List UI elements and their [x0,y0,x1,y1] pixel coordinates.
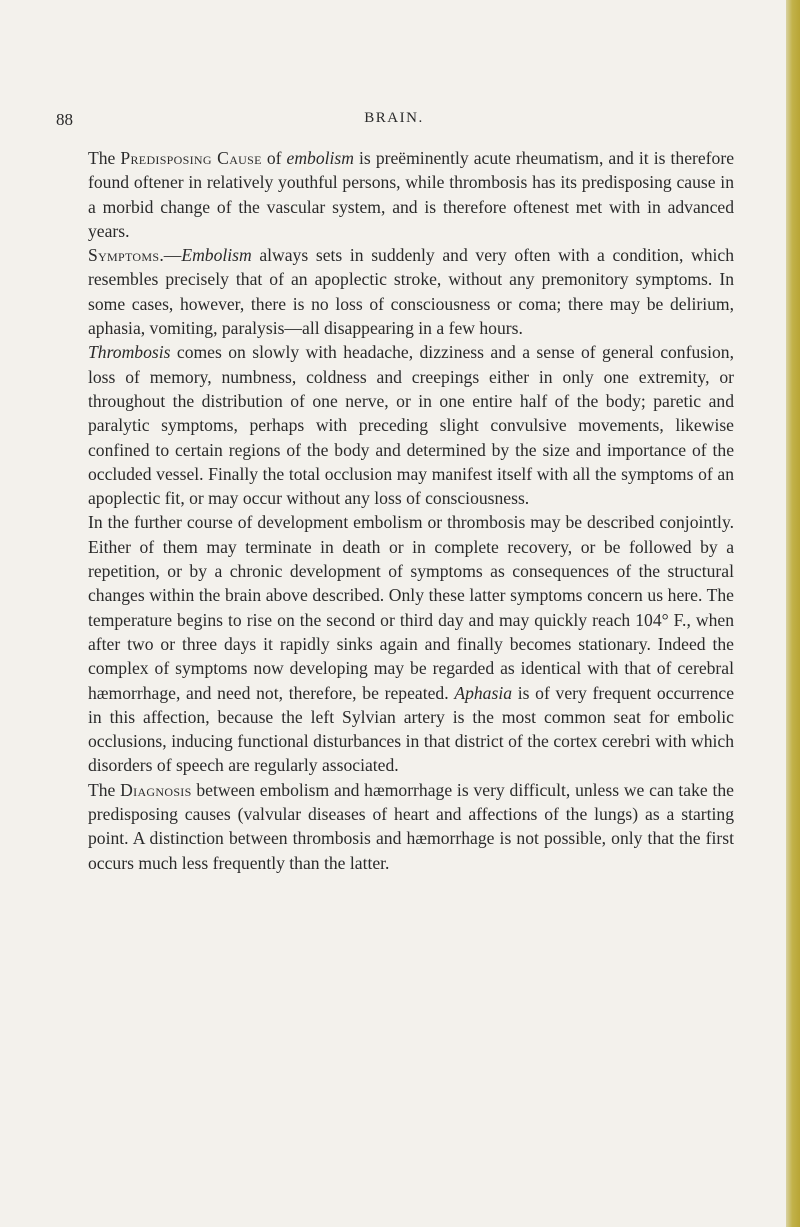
page-number: 88 [56,110,73,129]
page-header [56,110,732,134]
section-heading: Diagnosis [120,779,192,800]
paragraph-symptoms: Symptoms.—Embolism always sets in suddenly and very often with a condition, which resembles precisely that of an apoplectic stroke, without any premonitory symptoms. In some cases, however, there is no loss of consciousness or coma; there may be delirium, aphasia, vomiting, paralysis—all disappearing in a few hours. [88,245,734,339]
section-heading: Predisposing Cause [120,148,262,168]
section-heading: Symptoms [88,245,160,266]
page-edge [786,0,800,1227]
running-head: BRAIN. [364,110,424,126]
paragraph-further-course: In the further course of development embolism or thrombosis may be described conjointly. Either of them may terminate in death or in complete recovery, or be followed by a repetition, or by a chronic development of symptoms as consequences of the structural changes within the brain above described. Only these latter symptoms concern us here. The temperature begins to rise on the second or third day and may quickly reach 104° F., when after two or three days it rapidly sinks again and finally becomes stationary. Indeed the complex of symptoms now developing may be regarded as identical with that of cerebral hæmorrhage, and need not, therefore, be repeated. Aphasia is of very frequent occurrence in this affection, because the left Sylvian artery is the most common seat for embolic occlusions, inducing functional disturbances in that district of the cortex cerebri with which disorders of speech are regularly associated. [88,512,735,776]
paragraph-diagnosis: The Diagnosis between embolism and hæmorrhage is very difficult, unless we can take the predisposing causes (valvular diseases of heart and affections of the lungs) as a starting point. A distinction between thrombosis and hæmorrhage is not possible, only that the first occurs much less frequently than the latter. [88,779,734,873]
body-text [88,146,734,875]
paragraph-thrombosis: Thrombosis comes on slowly with headache, dizziness and a sense of general confusion, loss of memory, numbness, coldness and creepings either in only one extremity, or throughout the distribution of one nerve, or in one entire half of the body; paretic and paralytic symptoms, perhaps with preceding slight convulsive movements, likewise confined to certain regions of the body and determined by the size and importance of the occluded vessel. Finally the total occlusion may manifest itself with all the symptoms of an apoplectic fit, or may occur without any loss of consciousness. [88,342,734,509]
paragraph-predisposing-cause: The Predisposing Cause of embolism is preëminently acute rheumatism, and it is therefore found oftener in relatively youthful persons, while thrombosis has its predisposing cause in a morbid change of the vascular system, and is therefore oftenest met with in advanced years. [88,148,735,241]
